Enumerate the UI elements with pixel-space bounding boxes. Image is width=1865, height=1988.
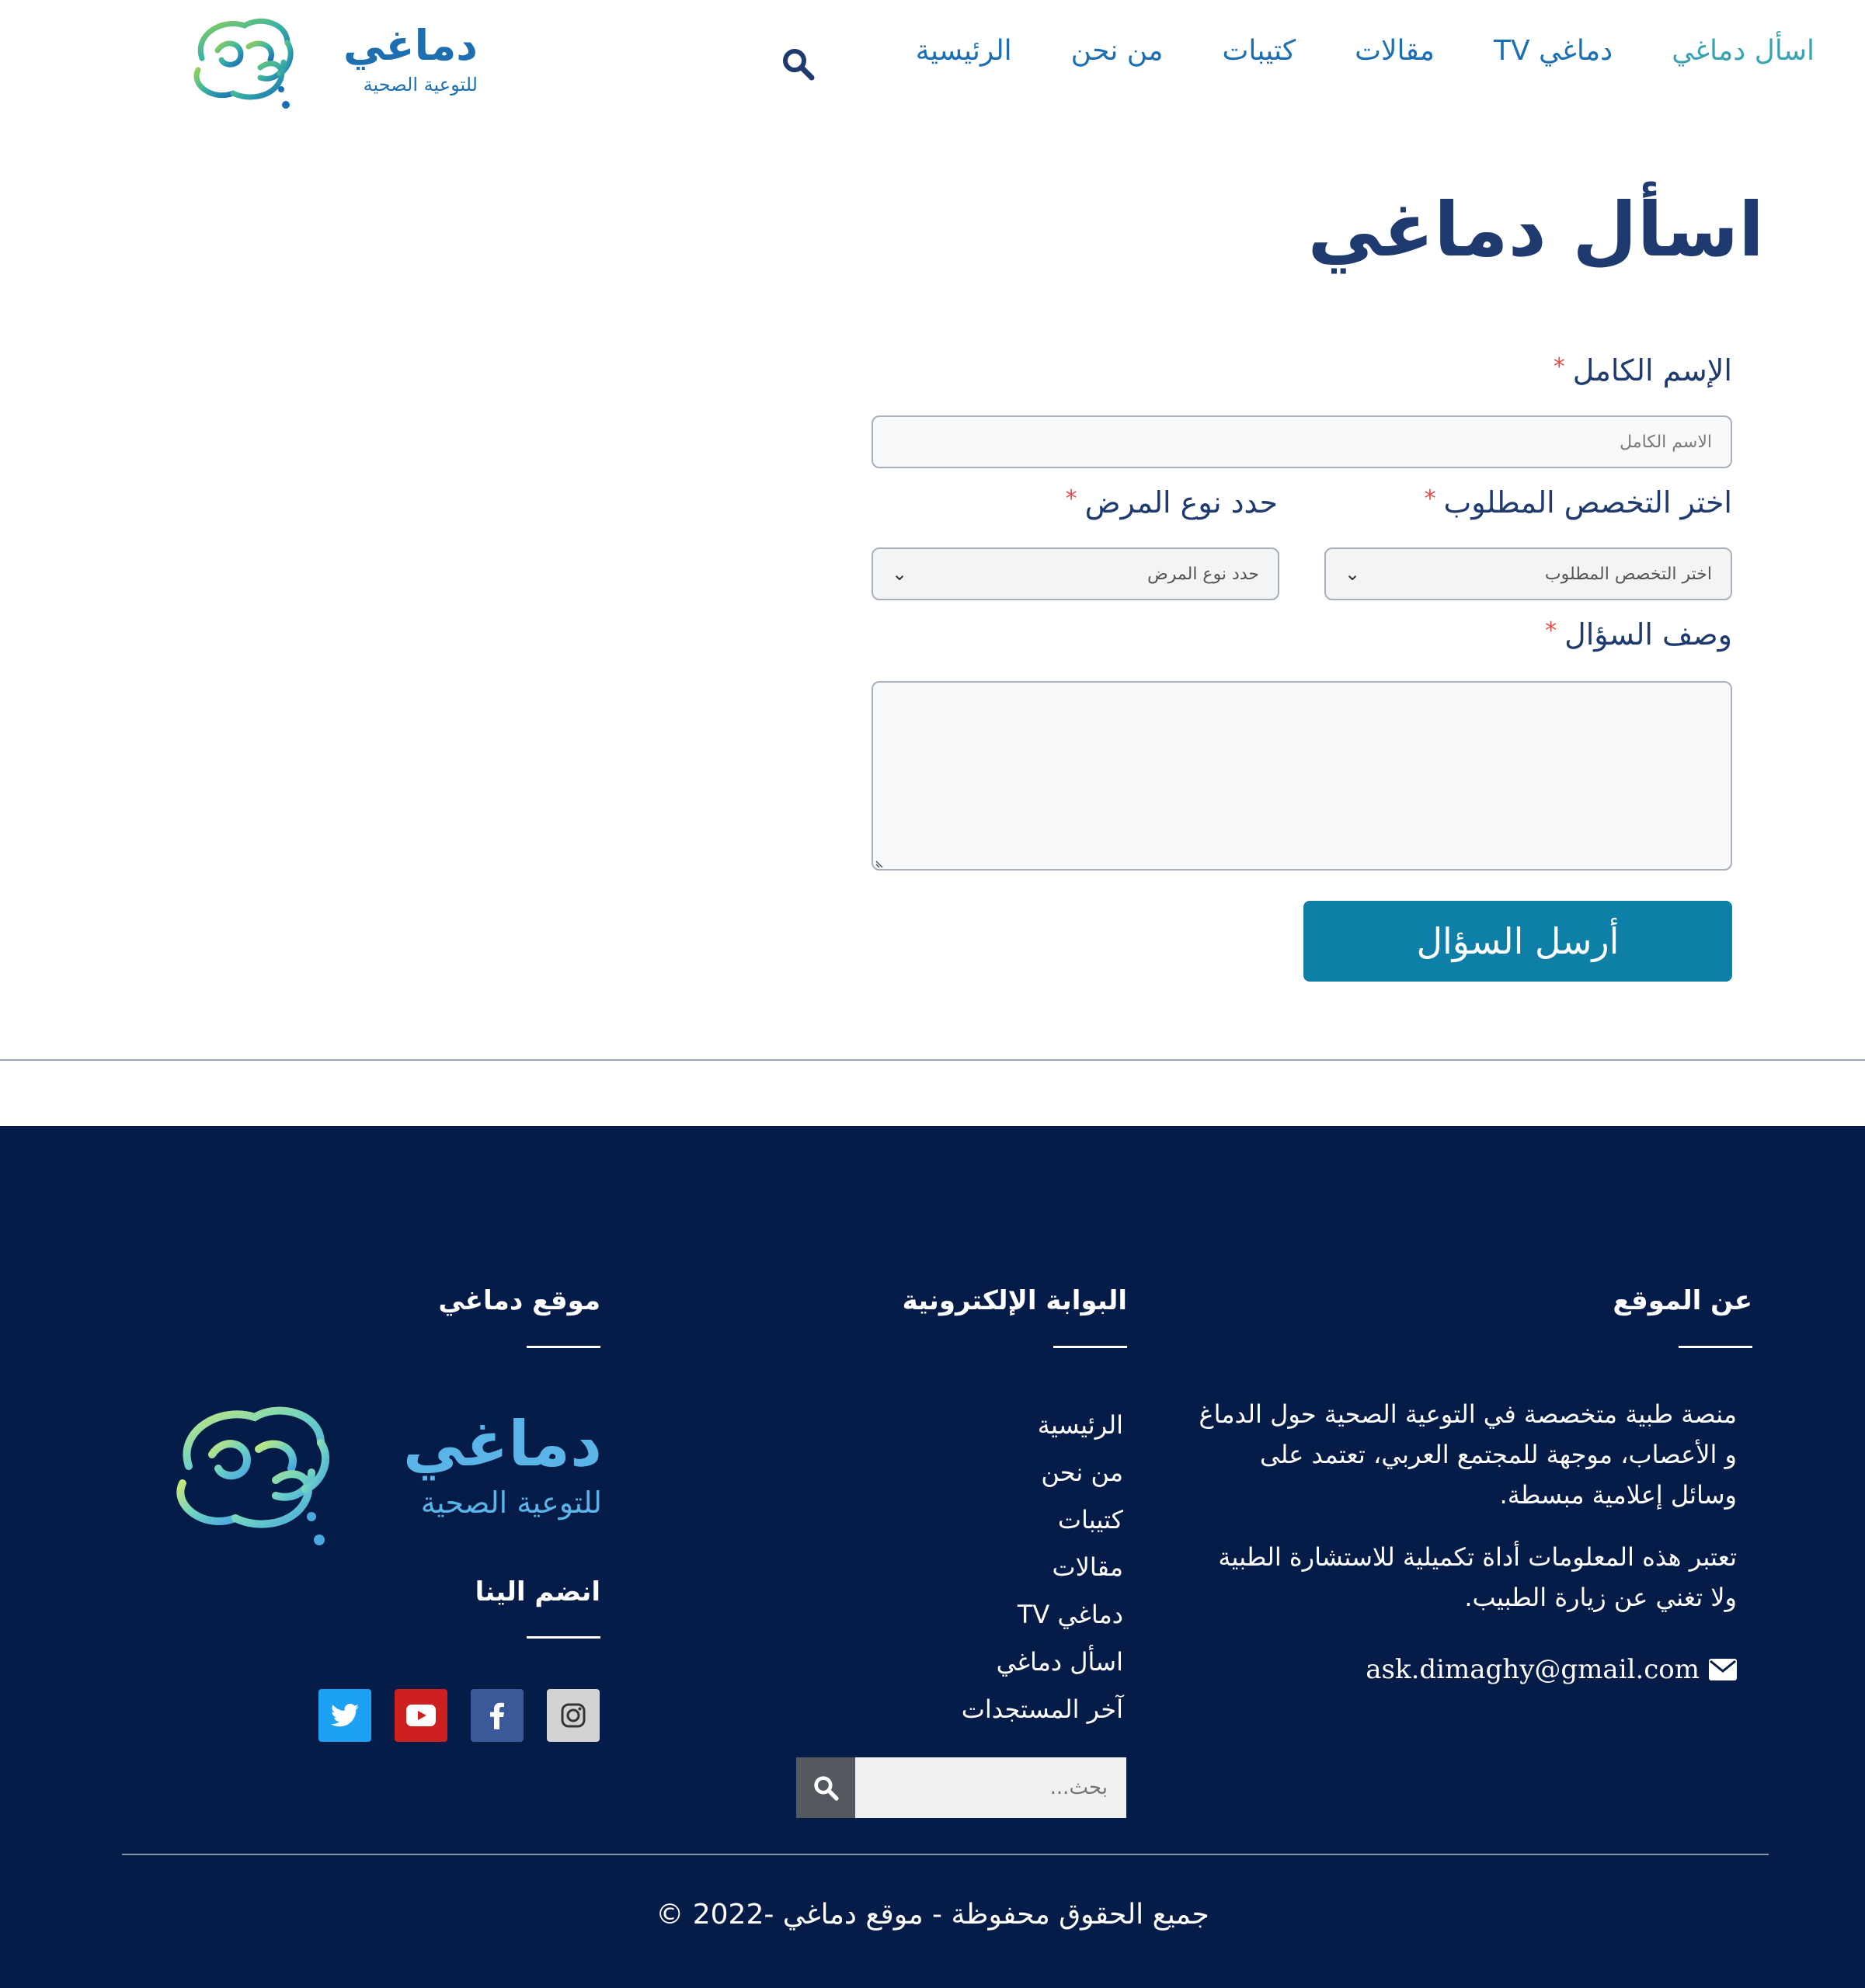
disease-select[interactable] xyxy=(872,547,1279,600)
required-mark: * xyxy=(1553,353,1565,381)
full-name-label: الإسم الكامل* xyxy=(1553,353,1732,388)
footer-links xyxy=(962,1402,1123,1733)
site-logo[interactable] xyxy=(186,12,478,116)
site-heading: موقع دماغي xyxy=(438,1285,600,1316)
about-text xyxy=(1193,1394,1737,1639)
full-name-field[interactable] xyxy=(872,415,1732,468)
specialty-select[interactable] xyxy=(1324,547,1732,600)
logo-title: دماغي xyxy=(343,21,478,70)
required-mark: * xyxy=(1424,485,1436,513)
chevron-down-icon: ⌄ xyxy=(892,563,908,585)
about-heading: عن الموقع xyxy=(1613,1285,1752,1316)
chevron-down-icon: ⌄ xyxy=(1345,563,1361,585)
logo-subtitle: للتوعية الصحية xyxy=(363,74,478,96)
specialty-label: اختر التخصص المطلوب* xyxy=(1424,485,1732,520)
instagram-icon[interactable] xyxy=(547,1689,600,1742)
footer-logo-title: دماغي xyxy=(402,1408,602,1480)
page-title: اسأل دماغي xyxy=(1307,186,1764,273)
main-nav xyxy=(916,35,1815,67)
facebook-icon[interactable] xyxy=(471,1689,524,1742)
join-heading: انضم الينا xyxy=(475,1576,600,1607)
nav-tv[interactable]: دماغي TV xyxy=(1493,35,1613,67)
required-mark: * xyxy=(1065,485,1077,513)
footer-logo[interactable] xyxy=(165,1396,602,1552)
footer-link-about[interactable]: من نحن xyxy=(1041,1458,1123,1487)
youtube-icon[interactable] xyxy=(395,1689,447,1742)
search-icon[interactable] xyxy=(781,47,815,81)
description-textarea[interactable] xyxy=(872,681,1732,871)
nav-about[interactable]: من نحن xyxy=(1070,35,1164,67)
nav-home[interactable]: الرئيسية xyxy=(915,35,1012,67)
submit-question-button[interactable]: أرسل السؤال xyxy=(1303,901,1732,982)
footer-search-input[interactable] xyxy=(855,1757,1126,1818)
about-paragraph: تعتبر هذه المعلومات أداة تكميلية للاستشارة الطبية ولا تغني عن زيارة الطبيب. xyxy=(1218,1542,1737,1612)
resize-handle-icon[interactable] xyxy=(875,857,887,869)
search-icon xyxy=(812,1774,839,1801)
social-links xyxy=(318,1689,600,1742)
footer-link-latest[interactable]: آخر المستجدات xyxy=(961,1694,1123,1724)
footer-link-ask[interactable]: اسأل دماغي xyxy=(996,1647,1123,1677)
description-label: وصف السؤال* xyxy=(1545,617,1732,652)
portal-heading: البوابة الإلكترونية xyxy=(902,1285,1127,1316)
twitter-icon[interactable] xyxy=(318,1689,371,1742)
nav-ask[interactable]: اسأل دماغي xyxy=(1672,35,1815,67)
footer-link-booklets[interactable]: كتيبات xyxy=(1057,1505,1123,1534)
about-paragraph: منصة طبية متخصصة في التوعية الصحية حول الدماغ و الأعصاب، موجهة للمجتمع العربي، تعتمد على وسائل إعلامية مبسطة. xyxy=(1199,1399,1737,1510)
email-link[interactable]: ask.dimaghy@gmail.com xyxy=(1366,1654,1700,1685)
section-divider xyxy=(0,1059,1865,1061)
heading-underline xyxy=(1679,1346,1752,1348)
nav-articles[interactable]: مقالات xyxy=(1355,35,1435,67)
footer-divider xyxy=(122,1854,1769,1855)
site-footer xyxy=(0,1126,1865,1988)
disease-label: حدد نوع المرض* xyxy=(1065,485,1278,520)
heading-underline xyxy=(527,1636,600,1639)
heading-underline xyxy=(527,1346,600,1348)
specialty-select-value: اختر التخصص المطلوب xyxy=(1544,564,1712,584)
footer-logo-subtitle: للتوعية الصحية xyxy=(420,1486,602,1520)
footer-link-tv[interactable]: دماغي TV xyxy=(1017,1600,1123,1629)
footer-link-articles[interactable]: مقالات xyxy=(1052,1552,1123,1582)
footer-search xyxy=(796,1757,1126,1818)
site-header xyxy=(0,0,1865,128)
heading-underline xyxy=(1053,1346,1127,1348)
footer-search-button[interactable] xyxy=(796,1757,855,1818)
footer-link-home[interactable]: الرئيسية xyxy=(1037,1410,1123,1440)
email-row[interactable] xyxy=(1366,1654,1737,1685)
nav-booklets[interactable]: كتيبات xyxy=(1222,35,1296,67)
envelope-icon xyxy=(1709,1659,1737,1680)
copyright-text: جميع الحقوق محفوظة - موقع دماغي -2022 © xyxy=(656,1899,1209,1931)
disease-select-value: حدد نوع المرض xyxy=(1147,564,1259,584)
required-mark: * xyxy=(1545,617,1557,645)
